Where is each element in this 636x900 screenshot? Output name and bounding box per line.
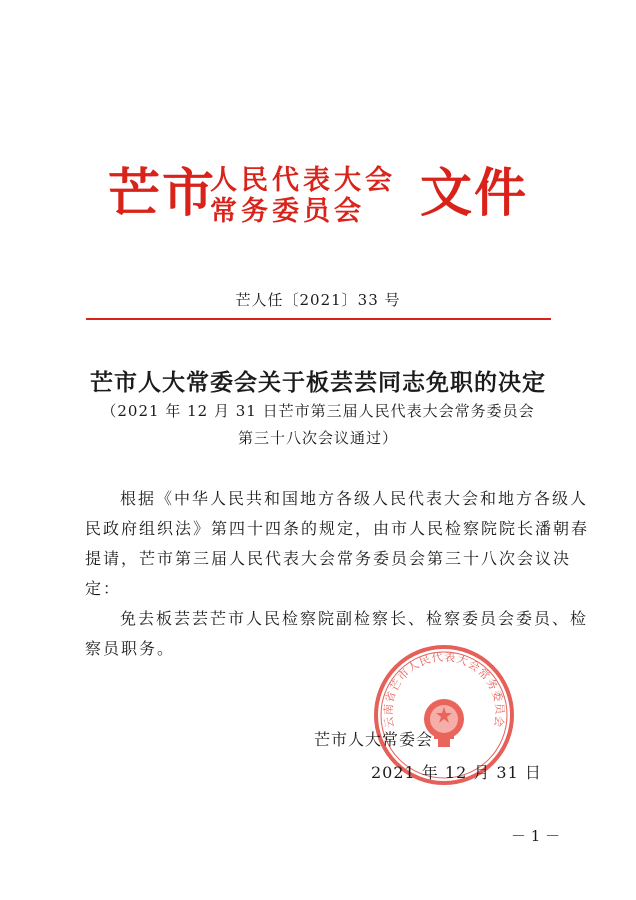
page-number: － 1 － (511, 827, 561, 845)
header-divider (86, 318, 551, 320)
body-p1-line-3: 提请，芒市第三届人民代表大会常务委员会第三十八次会议决 (85, 549, 572, 568)
header-city: 芒市 (108, 163, 217, 224)
doc-number: 芒人任〔2021〕33 号 (235, 291, 401, 309)
document-title: 芒市人大常委会关于板芸芸同志免职的决定 (90, 369, 546, 396)
body-p2-line-2: 察员职务。 (85, 639, 176, 658)
header-org-line1: 人民代表大会 (210, 165, 396, 196)
svg-text:云南省芒市人民代表大会常务委员会: 云南省芒市人民代表大会常务委员会 (381, 650, 507, 729)
body-p1-line-4: 定： (85, 579, 122, 598)
body-p1-line-2: 民政府组织法》第四十四条的规定，由市人民检察院院长潘朝春 (85, 519, 590, 538)
signature-org: 芒市人大常委会 (314, 730, 434, 749)
subtitle-line-2: 第三十八次会议通过） (237, 429, 398, 447)
header-org-line2: 常务委员会 (210, 196, 365, 227)
body-p2-line-1: 免去板芸芸芒市人民检察院副检察长、检察委员会委员、检 (120, 609, 589, 628)
subtitle-line-1: （2021 年 12 月 31 日芒市第三届人民代表大会常务委员会 (101, 402, 535, 420)
header-doc-word: 文件 (420, 163, 529, 224)
body-p1-line-1: 根据《中华人民共和国地方各级人民代表大会和地方各级人 (120, 489, 589, 508)
signature-date: 2021 年 12 月 31 日 (371, 763, 542, 782)
